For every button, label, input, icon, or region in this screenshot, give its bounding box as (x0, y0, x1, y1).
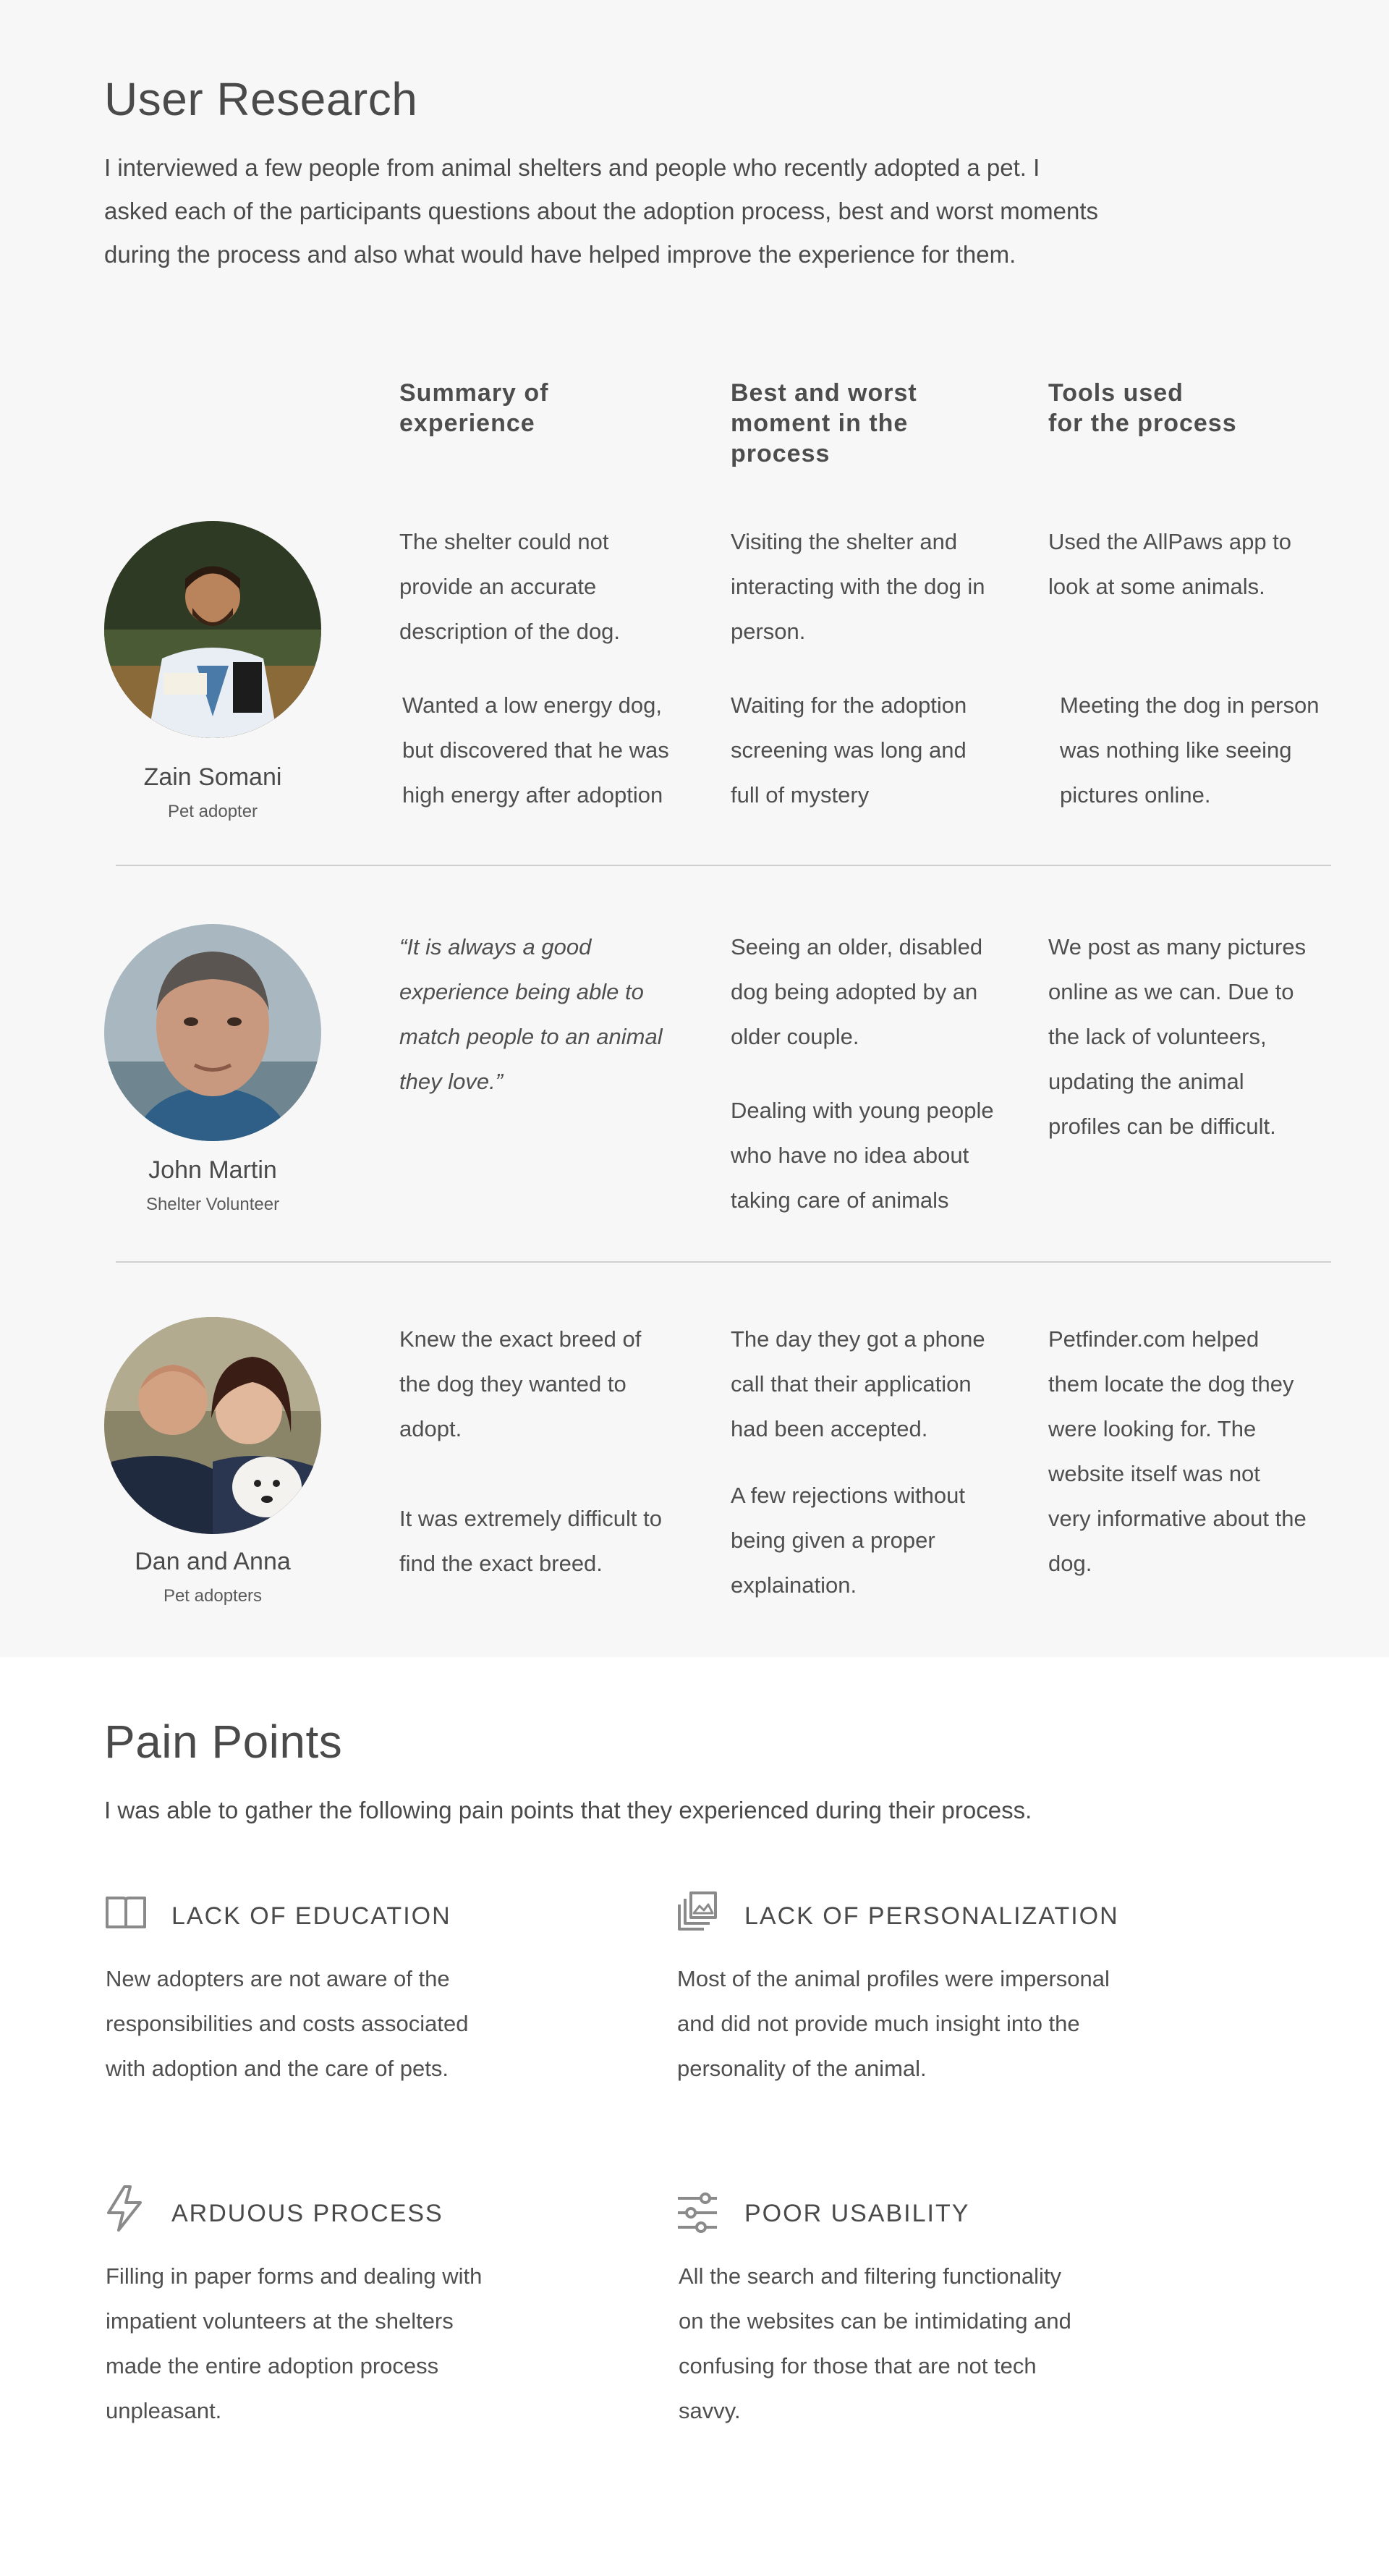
text-line: website itself was not (1048, 1461, 1260, 1486)
summary-text (402, 683, 669, 818)
text-line: Dealing with young people (731, 1098, 994, 1123)
text-line: explaination. (731, 1572, 857, 1598)
text-line: New adopters are not aware of the (106, 1966, 450, 1991)
text-line: savvy. (679, 2398, 741, 2423)
pain-points-intro: I was able to gather the following pain points that they experienced during their process. (104, 1797, 1032, 1823)
text-line: match people to an animal (399, 1024, 663, 1049)
text-line: the lack of volunteers, (1048, 1024, 1267, 1049)
header-line: Summary of (399, 379, 549, 407)
summary-quote (399, 925, 663, 1104)
moment-text (731, 925, 982, 1059)
text-line: high energy after adoption (402, 782, 663, 808)
pain-point-title: POOR USABILITY (744, 2200, 970, 2227)
header-line: Tools used (1048, 379, 1184, 407)
text-line: screening was long and (731, 737, 967, 763)
participant-role: Shelter Volunteer (145, 1195, 280, 1214)
text-line: find the exact breed. (399, 1551, 603, 1576)
participant-name: John Martin (148, 1156, 277, 1184)
intro-line: I interviewed a few people from animal shelters and people who recently adopted a pet. I (104, 154, 1040, 181)
participant-name: Dan and Anna (135, 1548, 291, 1575)
text-line: unpleasant. (106, 2398, 222, 2423)
text-line: older couple. (731, 1024, 859, 1049)
text-line: Most of the animal profiles were impersonal (677, 1966, 1110, 1991)
photo-library-icon (676, 1890, 720, 1931)
text-line: experience being able to (399, 979, 644, 1004)
text-line: “It is always a good (399, 934, 592, 959)
text-line: updating the animal (1048, 1069, 1244, 1094)
text-line: Wanted a low energy dog, (402, 692, 663, 718)
user-research-title: User Research (104, 73, 418, 125)
participant-role: Pet adopters (163, 1586, 263, 1606)
text-line: Waiting for the adoption (731, 692, 967, 718)
sliders-icon (676, 2192, 720, 2233)
text-line: Knew the exact breed of (399, 1326, 642, 1352)
text-line: impatient volunteers at the shelters (106, 2308, 454, 2334)
pain-point-body (106, 1957, 468, 2091)
text-line: provide an accurate (399, 574, 597, 599)
header-line: experience (399, 410, 535, 437)
participant-photo-john (104, 924, 321, 1141)
participant-photo-zain (104, 521, 321, 738)
text-line: Visiting the shelter and (731, 529, 958, 554)
participant-role: Pet adopter (167, 802, 258, 821)
tools-text (1048, 925, 1306, 1149)
text-line: profiles can be difficult. (1048, 1114, 1276, 1139)
pain-point-title: LACK OF EDUCATION (171, 1902, 451, 1930)
text-line: the dog they wanted to (399, 1371, 626, 1397)
text-line: call that their application (731, 1371, 972, 1397)
text-line: them locate the dog they (1048, 1371, 1294, 1397)
column-header-summary (399, 378, 549, 438)
text-line: Seeing an older, disabled (731, 934, 983, 959)
text-line: A few rejections without (731, 1483, 965, 1508)
lightning-bolt-icon (103, 2184, 146, 2233)
text-line: were looking for. The (1048, 1416, 1257, 1441)
text-line: pictures online. (1060, 782, 1211, 808)
text-line: The shelter could not (399, 529, 609, 554)
text-line: description of the dog. (399, 619, 621, 644)
summary-text (399, 1317, 641, 1452)
header-line: moment in the (731, 410, 909, 437)
text-line: person. (731, 619, 806, 644)
text-line: Meeting the dog in person (1060, 692, 1320, 718)
participant-photo-dan-anna (104, 1317, 321, 1534)
text-line: All the search and filtering functionality (679, 2263, 1062, 2289)
pain-points-title: Pain Points (104, 1716, 343, 1768)
text-line: full of mystery (731, 782, 870, 808)
text-line: being given a proper (731, 1528, 935, 1553)
text-line: who have no idea about (731, 1143, 969, 1168)
intro-line: during the process and also what would have helped improve the experience for them. (104, 241, 1016, 268)
text-line: adopt. (399, 1416, 462, 1441)
text-line: Filling in paper forms and dealing with (106, 2263, 483, 2289)
text-line: The day they got a phone (731, 1326, 985, 1352)
text-line: and did not provide much insight into the (677, 2011, 1080, 2036)
tools-text (1048, 1317, 1307, 1586)
text-line: but discovered that he was (402, 737, 669, 763)
text-line: online as we can. Due to (1048, 979, 1294, 1004)
header-line: process (731, 440, 831, 467)
text-line: had been accepted. (731, 1416, 928, 1441)
user-research-intro (104, 146, 1098, 276)
summary-text (399, 1496, 662, 1586)
column-header-moments (731, 378, 917, 469)
text-line: Petfinder.com helped (1048, 1326, 1260, 1352)
text-line: confusing for those that are not tech (679, 2353, 1037, 2378)
tools-text (1048, 520, 1291, 609)
text-line: It was extremely difficult to (399, 1506, 662, 1531)
row-divider (116, 865, 1331, 866)
open-book-icon (104, 1892, 148, 1933)
moment-text (731, 1473, 965, 1608)
header-line: Best and worst (731, 379, 917, 407)
row-divider (116, 1261, 1331, 1263)
text-line: was nothing like seeing (1060, 737, 1292, 763)
text-line: interacting with the dog in (731, 574, 985, 599)
text-line: they love.” (399, 1069, 504, 1094)
text-line: look at some animals. (1048, 574, 1265, 599)
moment-text (731, 1317, 985, 1452)
text-line: We post as many pictures (1048, 934, 1307, 959)
text-line: on the websites can be intimidating and (679, 2308, 1071, 2334)
pain-point-body (106, 2254, 482, 2433)
moment-text (731, 1088, 994, 1223)
summary-text (399, 520, 620, 654)
pain-point-title: ARDUOUS PROCESS (171, 2200, 443, 2227)
text-line: made the entire adoption process (106, 2353, 439, 2378)
text-line: Used the AllPaws app to (1048, 529, 1292, 554)
text-line: very informative about the (1048, 1506, 1307, 1531)
tools-text (1060, 683, 1319, 818)
pain-point-title: LACK OF PERSONALIZATION (744, 1902, 1119, 1930)
moment-text (731, 683, 967, 818)
pain-points-section (0, 1657, 1389, 2576)
participant-name: Zain Somani (143, 763, 282, 791)
column-header-tools (1048, 378, 1237, 438)
text-line: responsibilities and costs associated (106, 2011, 469, 2036)
pain-point-body (679, 2254, 1071, 2433)
header-line: for the process (1048, 410, 1237, 437)
text-line: dog. (1048, 1551, 1092, 1576)
text-line: with adoption and the care of pets. (106, 2056, 449, 2081)
text-line: personality of the animal. (677, 2056, 927, 2081)
text-line: taking care of animals (731, 1187, 949, 1213)
intro-line: asked each of the participants questions about the adoption process, best and worst moments (104, 198, 1098, 224)
text-line: dog being adopted by an (731, 979, 978, 1004)
moment-text (731, 520, 985, 654)
pain-point-body (677, 1957, 1110, 2091)
